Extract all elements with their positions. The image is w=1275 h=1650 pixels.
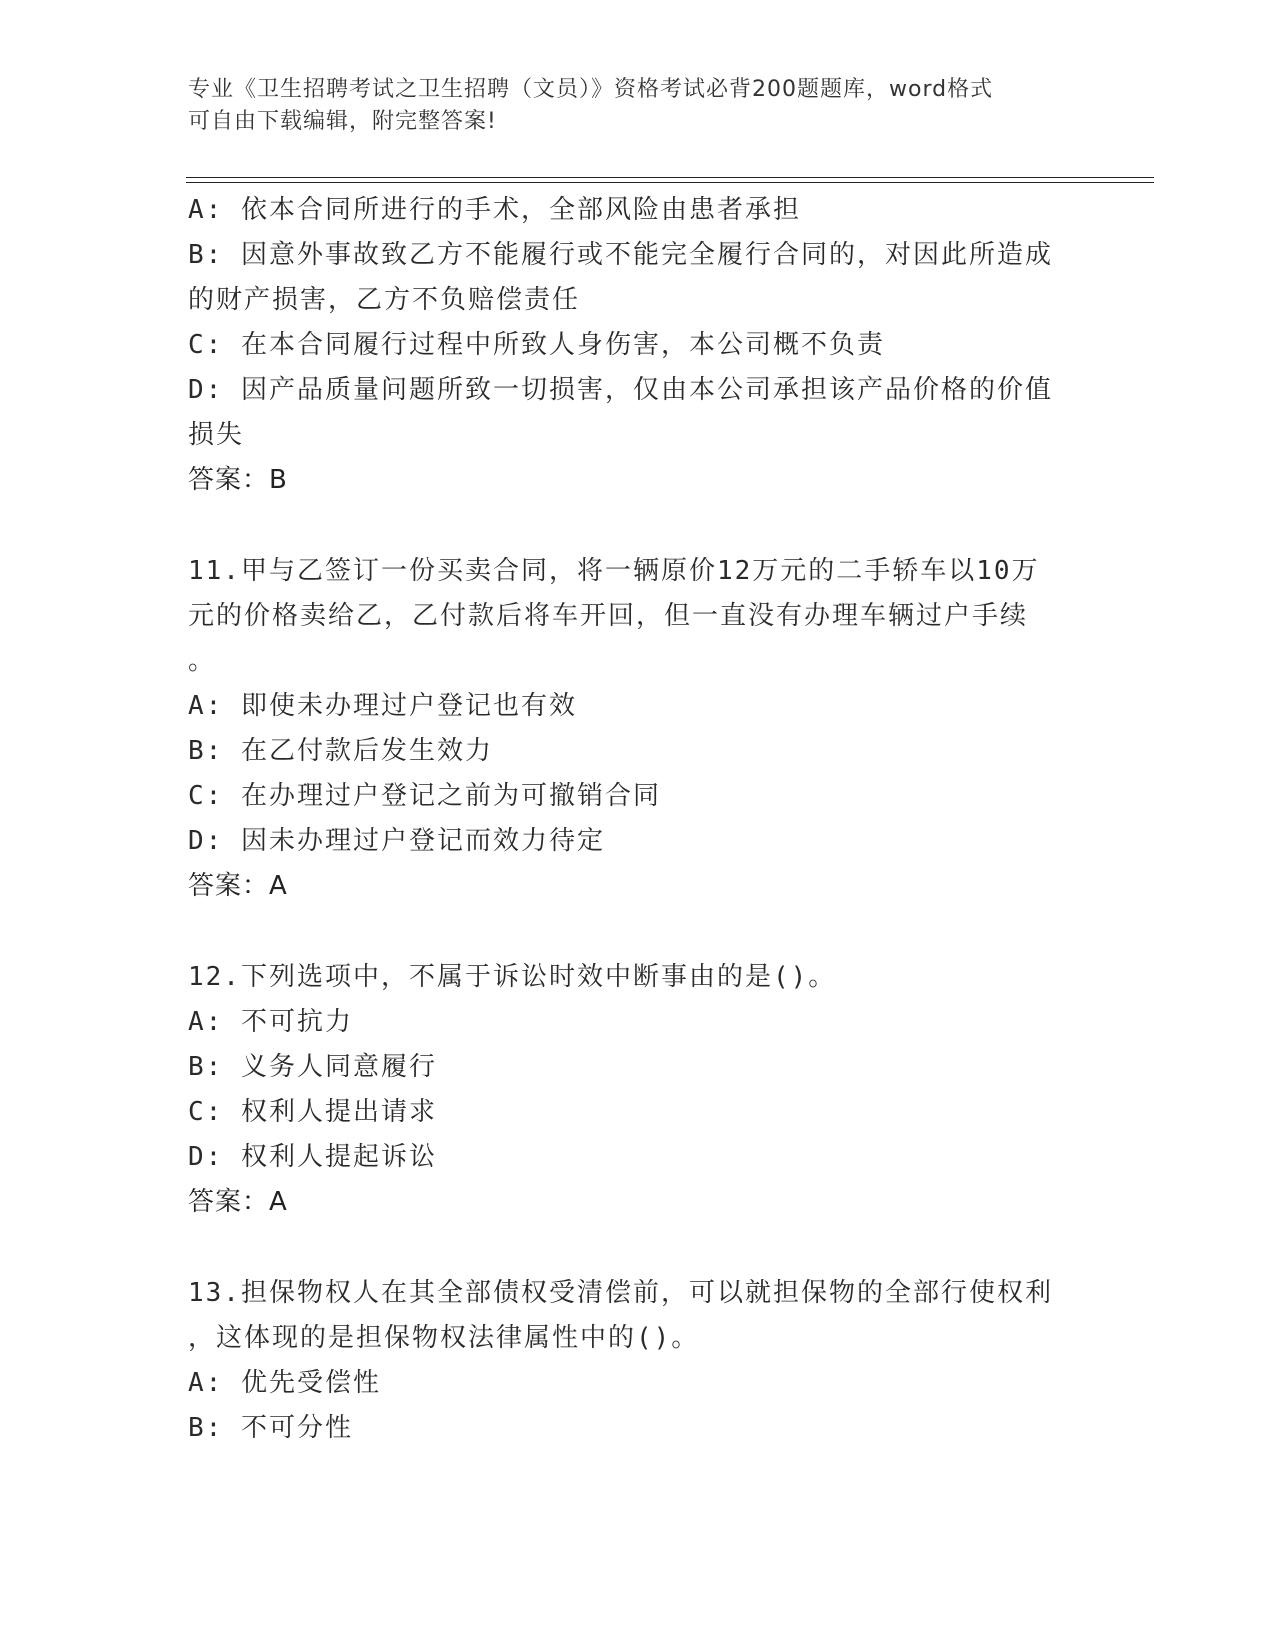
option-line: D: 因未办理过户登记而效力待定 [188, 826, 605, 856]
answer-line: 答案：B [188, 465, 288, 495]
header-rule-top [186, 177, 1154, 178]
question-13-block [188, 1271, 1068, 1451]
option-line: A: 优先受偿性 [188, 1368, 381, 1398]
block-spacer [188, 909, 1068, 955]
option-line: D: 因产品质量问题所致一切损害，仅由本公司承担该产品价格的价值 [188, 375, 1053, 405]
option-line: B: 因意外事故致乙方不能履行或不能完全履行合同的，对因此所造成 [188, 240, 1053, 270]
question-11-block [188, 549, 1068, 909]
question-text-line: ，这体现的是担保物权法律属性中的()。 [188, 1323, 700, 1353]
header-line-2: 可自由下载编辑，附完整答案! [188, 109, 497, 134]
question-text-line: 。 [188, 646, 217, 676]
block-spacer [188, 1225, 1068, 1271]
option-line: C: 在办理过户登记之前为可撤销合同 [188, 781, 661, 811]
option-line: B: 不可分性 [188, 1413, 353, 1443]
option-line: C: 在本合同履行过程中所致人身伤害，本公司概不负责 [188, 330, 885, 360]
question-12-block [188, 955, 1068, 1225]
option-line: B: 义务人同意履行 [188, 1052, 437, 1082]
block-spacer [188, 503, 1068, 549]
option-line: C: 权利人提出请求 [188, 1097, 437, 1127]
option-line: A: 依本合同所进行的手术，全部风险由患者承担 [188, 195, 801, 225]
document-header [188, 74, 1068, 138]
option-line: A: 即使未办理过户登记也有效 [188, 691, 577, 721]
question-text-line: 12.下列选项中，不属于诉讼时效中断事由的是()。 [188, 962, 837, 992]
question-10-block [188, 188, 1068, 503]
question-text-line: 13.担保物权人在其全部债权受清偿前，可以就担保物的全部行使权利 [188, 1278, 1053, 1308]
question-text-line: 11.甲与乙签订一份买卖合同，将一辆原价12万元的二手轿车以10万 [188, 556, 1040, 586]
answer-line: 答案：A [188, 871, 288, 901]
option-line: B: 在乙付款后发生效力 [188, 736, 493, 766]
answer-line: 答案：A [188, 1187, 288, 1217]
option-line: 损失 [188, 420, 245, 450]
option-line: D: 权利人提起诉讼 [188, 1142, 437, 1172]
question-text-line: 元的价格卖给乙，乙付款后将车开回，但一直没有办理车辆过户手续 [188, 601, 1029, 631]
document-body [188, 188, 1068, 1451]
header-rule-bottom [186, 182, 1154, 183]
header-line-1: 专业《卫生招聘考试之卫生招聘（文员）》资格考试必背200题题库，word格式 [188, 77, 994, 102]
option-line: 的财产损害，乙方不负赔偿责任 [188, 285, 581, 315]
option-line: A: 不可抗力 [188, 1007, 353, 1037]
